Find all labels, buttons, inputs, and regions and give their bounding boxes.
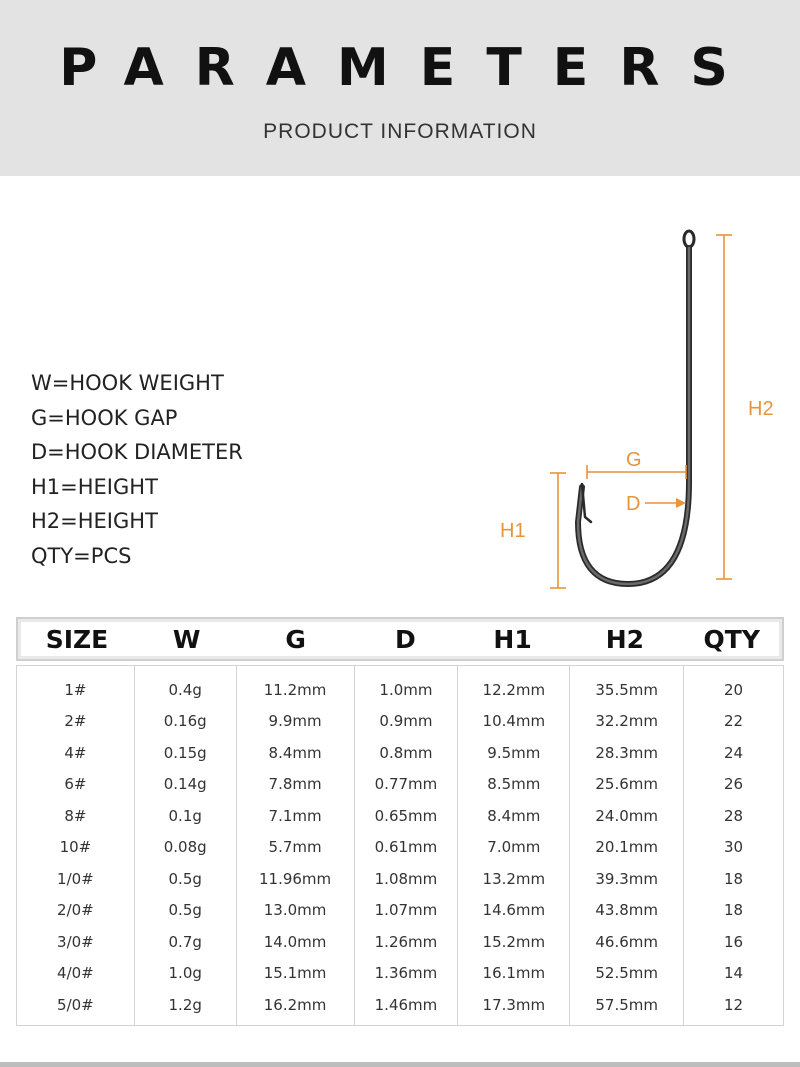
table-cell: 1/0# bbox=[17, 863, 135, 895]
table-cell: 8.4mm bbox=[458, 800, 570, 832]
table-row bbox=[17, 706, 784, 738]
table-row bbox=[17, 926, 784, 958]
table-cell: 0.5g bbox=[134, 895, 236, 927]
footer-divider bbox=[0, 1062, 800, 1067]
table-header bbox=[16, 617, 784, 661]
h2-dimension-line bbox=[716, 235, 732, 579]
table-cell: 7.8mm bbox=[236, 769, 354, 801]
table-row bbox=[17, 737, 784, 769]
table-cell: 16.2mm bbox=[236, 989, 354, 1025]
h2-label: H2 bbox=[748, 398, 774, 420]
table-cell: 14 bbox=[684, 958, 784, 990]
table-cell: 0.5g bbox=[134, 863, 236, 895]
table-row bbox=[17, 958, 784, 990]
table-cell: 0.9mm bbox=[354, 706, 458, 738]
table-row bbox=[17, 895, 784, 927]
table-cell: 26 bbox=[684, 769, 784, 801]
table-cell: 5/0# bbox=[17, 989, 135, 1025]
table-row bbox=[17, 832, 784, 864]
parameters-table bbox=[16, 617, 784, 1026]
table-cell: 2# bbox=[17, 706, 135, 738]
table-cell: 10.4mm bbox=[458, 706, 570, 738]
page-title: PARAMETERS bbox=[59, 38, 759, 98]
table-cell: 39.3mm bbox=[570, 863, 684, 895]
table-row bbox=[17, 863, 784, 895]
table-cell: 7.0mm bbox=[458, 832, 570, 864]
table-cell: 1.0mm bbox=[354, 666, 458, 706]
table-row bbox=[17, 989, 784, 1025]
table-cell: 14.6mm bbox=[458, 895, 570, 927]
table-cell: 10# bbox=[17, 832, 135, 864]
legend-item-qty: QTY=PCS bbox=[31, 543, 132, 568]
table-cell: 28 bbox=[684, 800, 784, 832]
column-header-w: W bbox=[172, 624, 201, 654]
abbreviation-legend bbox=[31, 368, 243, 576]
table-cell: 0.8mm bbox=[354, 737, 458, 769]
table-cell: 46.6mm bbox=[570, 926, 684, 958]
table-cell: 24.0mm bbox=[570, 800, 684, 832]
column-header-g: G bbox=[285, 624, 306, 654]
table-cell: 1.07mm bbox=[354, 895, 458, 927]
column-header-qty: QTY bbox=[703, 624, 760, 654]
table-cell: 2/0# bbox=[17, 895, 135, 927]
table-cell: 14.0mm bbox=[236, 926, 354, 958]
table-cell: 12 bbox=[684, 989, 784, 1025]
table-cell: 11.96mm bbox=[236, 863, 354, 895]
table-cell: 0.15g bbox=[134, 737, 236, 769]
table-cell: 9.5mm bbox=[458, 737, 570, 769]
table-cell: 11.2mm bbox=[236, 666, 354, 706]
table-cell: 0.1g bbox=[134, 800, 236, 832]
table-cell: 18 bbox=[684, 895, 784, 927]
fishing-hook-icon bbox=[578, 231, 694, 584]
g-label: G bbox=[626, 449, 642, 471]
table-cell: 6# bbox=[17, 769, 135, 801]
table-cell: 0.4g bbox=[134, 666, 236, 706]
legend-item-w: W=HOOK WEIGHT bbox=[31, 371, 224, 395]
table-row bbox=[17, 800, 784, 832]
table-cell: 24 bbox=[684, 737, 784, 769]
column-header-h1: H1 bbox=[493, 624, 532, 654]
table-cell: 52.5mm bbox=[570, 958, 684, 990]
d-label: D bbox=[626, 493, 641, 515]
table-cell: 25.6mm bbox=[570, 769, 684, 801]
table-cell: 0.77mm bbox=[354, 769, 458, 801]
table-cell: 7.1mm bbox=[236, 800, 354, 832]
table-cell: 9.9mm bbox=[236, 706, 354, 738]
table-cell: 13.2mm bbox=[458, 863, 570, 895]
table-row bbox=[17, 666, 784, 706]
table-cell: 17.3mm bbox=[458, 989, 570, 1025]
table-cell: 15.2mm bbox=[458, 926, 570, 958]
table-cell: 30 bbox=[684, 832, 784, 864]
column-header-h2: H2 bbox=[605, 624, 645, 654]
table-cell: 57.5mm bbox=[570, 989, 684, 1025]
table-cell: 5.7mm bbox=[236, 832, 354, 864]
page-subtitle: PRODUCT INFORMATION bbox=[263, 120, 537, 143]
table-row bbox=[17, 769, 784, 801]
table-body bbox=[16, 665, 784, 1026]
column-header-d: D bbox=[394, 624, 416, 654]
table-cell: 0.61mm bbox=[354, 832, 458, 864]
legend-item-h1: H1=HEIGHT bbox=[31, 474, 158, 499]
table-cell: 13.0mm bbox=[236, 895, 354, 927]
table-cell: 22 bbox=[684, 706, 784, 738]
column-header-size: SIZE bbox=[45, 624, 109, 654]
d-arrow-icon bbox=[645, 498, 686, 508]
table-cell: 0.14g bbox=[134, 769, 236, 801]
table-cell: 0.16g bbox=[134, 706, 236, 738]
table-cell: 0.7g bbox=[134, 926, 236, 958]
table-cell: 1.46mm bbox=[354, 989, 458, 1025]
table-cell: 20 bbox=[684, 666, 784, 706]
table-cell: 16.1mm bbox=[458, 958, 570, 990]
legend-item-h2: H2=HEIGHT bbox=[31, 509, 158, 534]
table-cell: 1.2g bbox=[134, 989, 236, 1025]
hook-diagram bbox=[490, 222, 790, 602]
table-cell: 3/0# bbox=[17, 926, 135, 958]
table-cell: 43.8mm bbox=[570, 895, 684, 927]
table-cell: 35.5mm bbox=[570, 666, 684, 706]
table-cell: 8# bbox=[17, 800, 135, 832]
table-cell: 18 bbox=[684, 863, 784, 895]
table-cell: 8.5mm bbox=[458, 769, 570, 801]
table-cell: 1.36mm bbox=[354, 958, 458, 990]
table-cell: 0.08g bbox=[134, 832, 236, 864]
h1-dimension-line bbox=[550, 473, 566, 588]
table-cell: 28.3mm bbox=[570, 737, 684, 769]
legend-item-g: G=HOOK GAP bbox=[31, 405, 178, 430]
table-cell: 4# bbox=[17, 737, 135, 769]
table-cell: 0.65mm bbox=[354, 800, 458, 832]
table-cell: 15.1mm bbox=[236, 958, 354, 990]
legend-item-d: D=HOOK DIAMETER bbox=[31, 440, 243, 465]
table-cell: 1# bbox=[17, 666, 135, 706]
table-cell: 32.2mm bbox=[570, 706, 684, 738]
table-cell: 12.2mm bbox=[458, 666, 570, 706]
table-cell: 4/0# bbox=[17, 958, 135, 990]
h1-label: H1 bbox=[500, 520, 526, 542]
header-banner bbox=[0, 0, 800, 176]
table-cell: 8.4mm bbox=[236, 737, 354, 769]
table-cell: 20.1mm bbox=[570, 832, 684, 864]
table-cell: 1.08mm bbox=[354, 863, 458, 895]
table-cell: 16 bbox=[684, 926, 784, 958]
table-cell: 1.0g bbox=[134, 958, 236, 990]
table-cell: 1.26mm bbox=[354, 926, 458, 958]
